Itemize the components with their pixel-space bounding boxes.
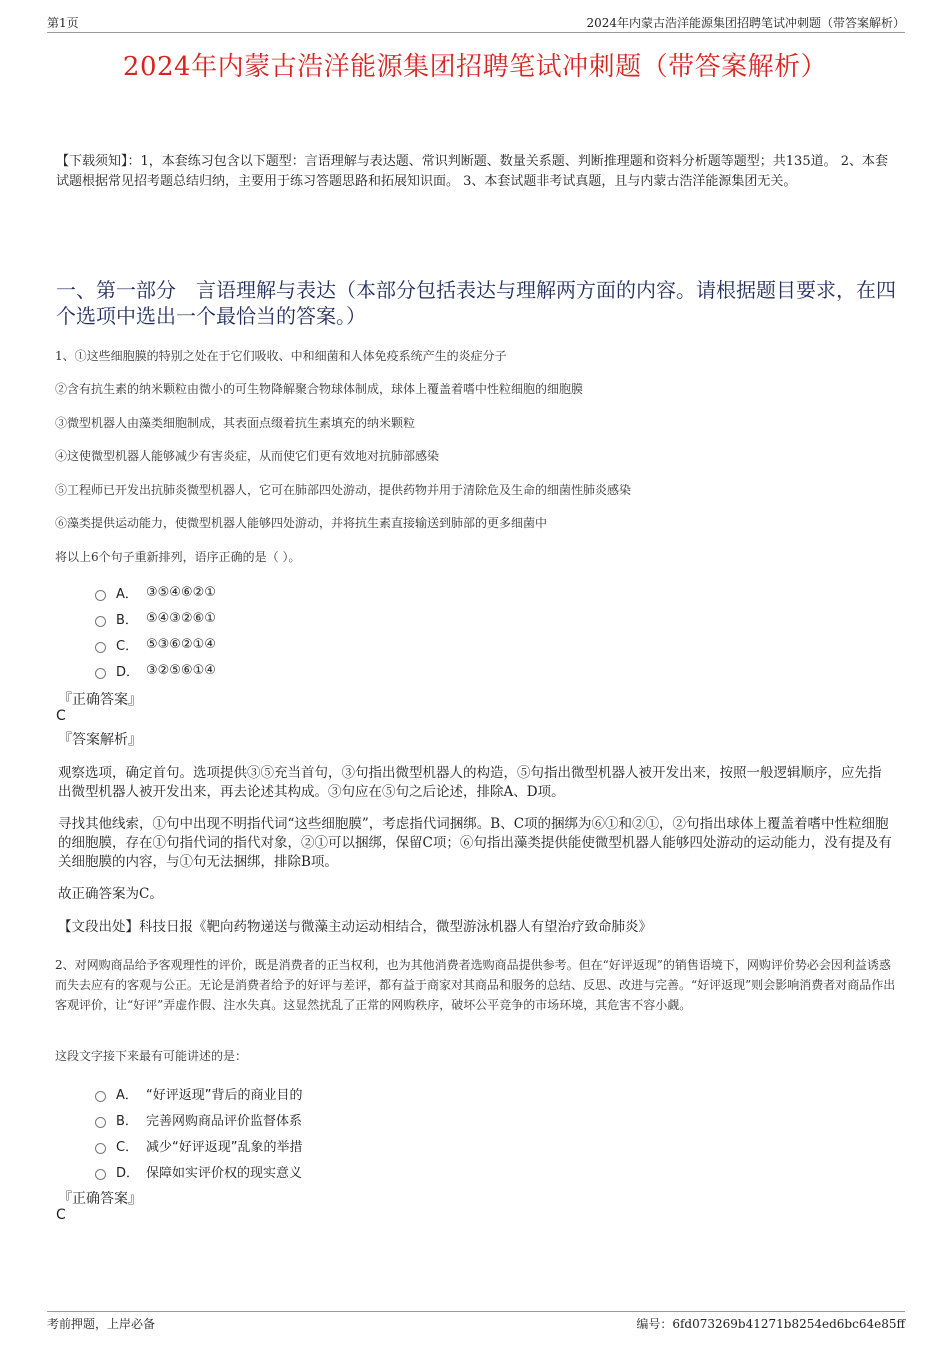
q2-option-a[interactable]: A． “好评返现”背后的商业目的 — [95, 1080, 302, 1106]
page-number: 第1页 — [47, 16, 79, 30]
q1-option-d[interactable]: D． ③②⑤⑥①④ — [95, 657, 216, 683]
q2-answer: C — [56, 1207, 66, 1223]
footer-slogan: 考前押题，上岸必备 — [47, 1317, 156, 1331]
radio-icon[interactable] — [95, 642, 106, 653]
q1-sentence-6: ⑥藻类提供运动能力，使微型机器人能够四处游动，并将抗生素直接输送到肺部的更多细菌中 — [55, 516, 548, 530]
q1-sentence-1: 1、①这些细胞膜的特别之处在于它们吸收、中和细菌和人体免疫系统产生的炎症分子 — [55, 349, 507, 363]
q1-prompt: 将以上6个句子重新排列，语序正确的是（ ）。 — [55, 550, 301, 564]
q2-prompt: 这段文字接下来最有可能讲述的是： — [55, 1049, 248, 1063]
radio-icon[interactable] — [95, 1091, 106, 1102]
q2-passage: 2、对网购商品给予客观理性的评价，既是消费者的正当权利，也为其他消费者选购商品提供参考。但在“好评返现”的销售语境下，网购评价势必会因利益诱惑而失去应有的客观与公正。无论是消费者给予的好评与差评，都有益于商家对其商品和服务的总结、反思、改进与完善。“好评返现”则会影响消费者对商品作出客观评价，让“好评”弄虚作假、注水失真。这显然扰乱了正常的网购秩序，破坏公平竞争的市场环境，其危害不容小觑。 — [55, 958, 896, 1012]
radio-icon[interactable] — [95, 1117, 106, 1128]
q1-source: 【文段出处】科技日报《靶向药物递送与微藻主动运动相结合，微型游泳机器人有望治疗致命肺炎》 — [58, 919, 652, 935]
q1-sentence-2: ②含有抗生素的纳米颗粒由微小的可生物降解聚合物球体制成，球体上覆盖着嗜中性粒细胞的细胞膜 — [55, 382, 584, 396]
footer-doc-id: 编号：6fd073269b41271b8254ed6bc64e85ff — [636, 1317, 905, 1331]
q1-analysis-label: 『答案解析』 — [58, 732, 142, 748]
header-doc-title: 2024年内蒙古浩洋能源集团招聘笔试冲刺题（带答案解析） — [586, 16, 905, 30]
radio-icon[interactable] — [95, 1143, 106, 1154]
q2-options — [95, 1080, 302, 1184]
q1-sentence-4: ④这使微型机器人能够减少有害炎症，从而使它们更有效地对抗肺部感染 — [55, 449, 440, 463]
q1-answer-label: 『正确答案』 — [58, 692, 142, 708]
q1-sentence-3: ③微型机器人由藻类细胞制成，其表面点缀着抗生素填充的纳米颗粒 — [55, 416, 416, 430]
page-header — [47, 14, 905, 33]
q1-answer: C — [56, 708, 66, 724]
q2-option-c[interactable]: C． 减少“好评返现”乱象的举措 — [95, 1132, 302, 1158]
radio-icon[interactable] — [95, 668, 106, 679]
q1-option-c[interactable]: C． ⑤③⑥②①④ — [95, 631, 216, 657]
download-notice: 【下载须知】：1，本套练习包含以下题型：言语理解与表达题、常识判断题、数量关系题、判断推理题和资料分析题等题型；共135道。 2、本套试题根据常见招考题总结归纳，主要用于练习答题思路和拓展知识面。 3、本套试题非考试真题，且与内蒙古浩洋能源集团无关。 — [56, 154, 888, 189]
page-footer — [47, 1311, 905, 1331]
q1-analysis-2: 寻找其他线索，①句中出现不明指代词“这些细胞膜”，考虑指代词捆绑。B、C项的捆绑为⑥①和②①，②句指出球体上覆盖着嗜中性粒细胞的细胞膜，存在①句指代词的指代对象，②①可以捆绑，保留C项；⑥句指出藻类提供能使微型机器人能够四处游动的运动能力，没有提及有关细胞膜的内容，与①句无法捆绑，排除B项。 — [58, 816, 892, 870]
radio-icon[interactable] — [95, 590, 106, 601]
document-title: 2024年内蒙古浩洋能源集团招聘笔试冲刺题（带答案解析） — [122, 52, 828, 82]
q1-options — [95, 579, 216, 683]
q1-analysis-1: 观察选项，确定首句。选项提供③⑤充当首句，③句指出微型机器人的构造，⑤句指出微型机器人被开发出来，按照一般逻辑顺序，应先指出微型机器人被开发出来，再去论述其构成。③句应在⑤句之后论述，排除A、D项。 — [58, 765, 882, 800]
q1-sentence-5: ⑤工程师已开发出抗肺炎微型机器人，它可在肺部四处游动，提供药物并用于清除危及生命的细菌性肺炎感染 — [55, 483, 632, 497]
q2-option-b[interactable]: B． 完善网购商品评价监督体系 — [95, 1106, 302, 1132]
q2-option-d[interactable]: D． 保障如实评价权的现实意义 — [95, 1158, 302, 1184]
radio-icon[interactable] — [95, 616, 106, 627]
q1-analysis-3: 故正确答案为C。 — [58, 886, 163, 902]
q1-option-a[interactable]: A． ③⑤④⑥②① — [95, 579, 216, 605]
q1-option-b[interactable]: B． ⑤④③②⑥① — [95, 605, 216, 631]
radio-icon[interactable] — [95, 1169, 106, 1180]
section-heading: 一、第一部分 言语理解与表达（本部分包括表达与理解两方面的内容。请根据题目要求，在四个选项中选出一个最恰当的答案。） — [56, 278, 896, 328]
q2-answer-label: 『正确答案』 — [58, 1191, 142, 1207]
